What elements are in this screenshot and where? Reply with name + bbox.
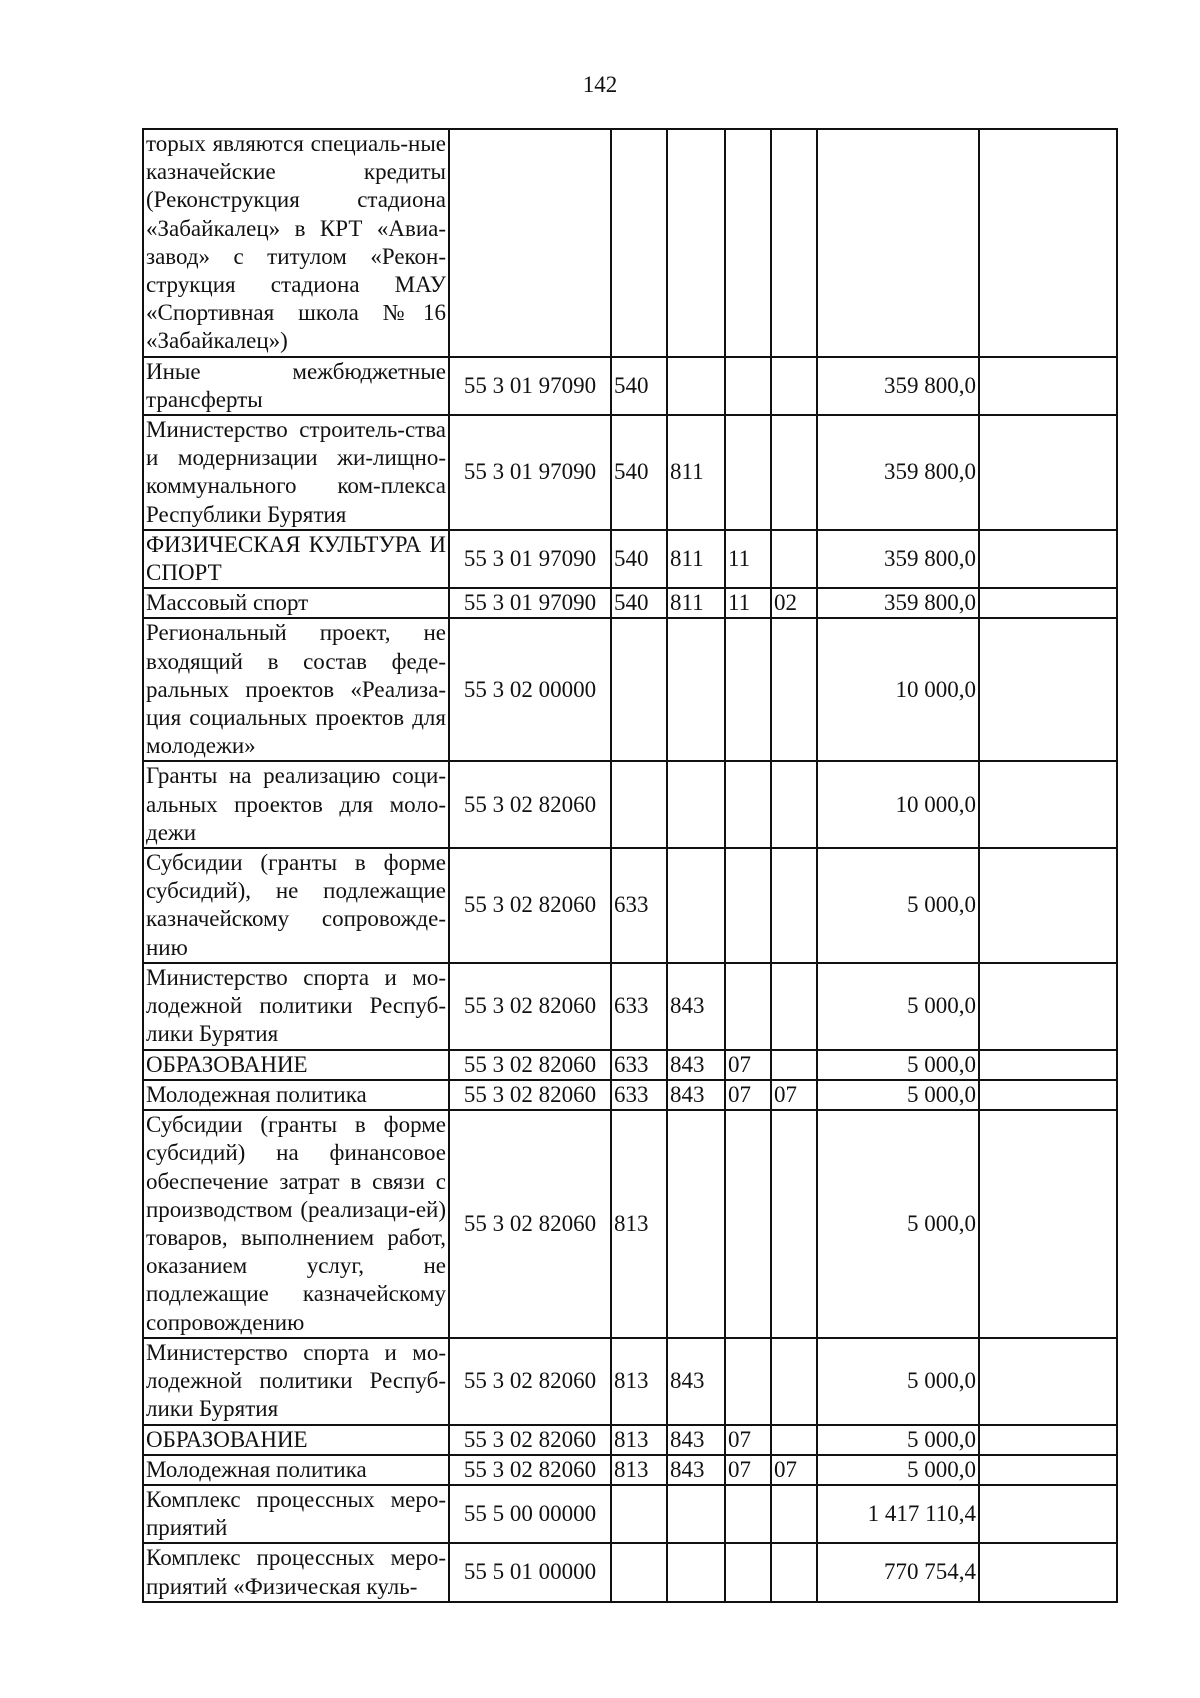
amount-cell: 10 000,0 [817, 761, 979, 848]
ministry-code-cell: 811 [667, 530, 725, 588]
extra-cell [979, 129, 1117, 357]
expense-type-cell: 633 [611, 848, 667, 963]
ministry-code-cell [667, 1543, 725, 1601]
subsection-cell [771, 1110, 817, 1338]
table-row [143, 761, 1117, 848]
subsection-cell [771, 1338, 817, 1425]
amount-cell: 359 800,0 [817, 530, 979, 588]
ministry-code-cell: 843 [667, 1080, 725, 1110]
extra-cell [979, 357, 1117, 415]
extra-cell [979, 1485, 1117, 1543]
amount-cell: 5 000,0 [817, 1425, 979, 1455]
target-article-cell: 55 3 01 97090 [449, 530, 611, 588]
ministry-code-cell [667, 848, 725, 963]
amount-cell: 5 000,0 [817, 848, 979, 963]
section-cell: 07 [725, 1425, 771, 1455]
table-row [143, 1455, 1117, 1485]
section-cell [725, 1110, 771, 1338]
extra-cell [979, 530, 1117, 588]
row-name-cell: Комплекс процессных меро-приятий «Физическая куль- [143, 1543, 449, 1601]
expense-type-cell: 813 [611, 1110, 667, 1338]
row-name-cell: Массовый спорт [143, 588, 449, 618]
row-name-cell: ОБРАЗОВАНИЕ [143, 1425, 449, 1455]
extra-cell [979, 1050, 1117, 1080]
target-article-cell: 55 3 02 82060 [449, 1455, 611, 1485]
amount-cell: 1 417 110,4 [817, 1485, 979, 1543]
table-row [143, 588, 1117, 618]
amount-cell: 5 000,0 [817, 963, 979, 1050]
section-cell: 07 [725, 1455, 771, 1485]
extra-cell [979, 415, 1117, 530]
expense-type-cell: 540 [611, 357, 667, 415]
subsection-cell [771, 1485, 817, 1543]
expense-type-cell: 813 [611, 1425, 667, 1455]
target-article-cell: 55 3 02 82060 [449, 1110, 611, 1338]
row-name-cell: Министерство спорта и мо-лодежной политики Респуб-лики Бурятия [143, 1338, 449, 1425]
expense-type-cell: 813 [611, 1338, 667, 1425]
extra-cell [979, 618, 1117, 761]
table-row [143, 1050, 1117, 1080]
section-cell [725, 129, 771, 357]
table-row [143, 1338, 1117, 1425]
subsection-cell [771, 1050, 817, 1080]
amount-cell: 5 000,0 [817, 1050, 979, 1080]
ministry-code-cell: 811 [667, 588, 725, 618]
table-row [143, 1110, 1117, 1338]
expense-type-cell: 633 [611, 963, 667, 1050]
subsection-cell [771, 357, 817, 415]
extra-cell [979, 1425, 1117, 1455]
ministry-code-cell: 843 [667, 1425, 725, 1455]
subsection-cell [771, 618, 817, 761]
row-name-cell: ОБРАЗОВАНИЕ [143, 1050, 449, 1080]
row-name-cell: ФИЗИЧЕСКАЯ КУЛЬТУРА И СПОРТ [143, 530, 449, 588]
section-cell [725, 618, 771, 761]
expense-type-cell: 540 [611, 415, 667, 530]
row-name-cell: Региональный проект, не входящий в состав феде-ральных проектов «Реализа-ция социальных проектов для молодежи» [143, 618, 449, 761]
extra-cell [979, 848, 1117, 963]
expense-type-cell: 633 [611, 1080, 667, 1110]
table-row [143, 1543, 1117, 1601]
subsection-cell [771, 530, 817, 588]
row-name-cell: Субсидии (гранты в форме субсидий) на финансовое обеспечение затрат в связи с производством (реализаци-ей) товаров, выполнением работ, оказанием услуг, не подлежащие казначейскому сопровождению [143, 1110, 449, 1338]
extra-cell [979, 1080, 1117, 1110]
subsection-cell [771, 129, 817, 357]
expense-type-cell: 540 [611, 588, 667, 618]
amount-cell [817, 129, 979, 357]
ministry-code-cell [667, 357, 725, 415]
ministry-code-cell: 843 [667, 1338, 725, 1425]
amount-cell: 5 000,0 [817, 1080, 979, 1110]
amount-cell: 359 800,0 [817, 357, 979, 415]
table-row [143, 1425, 1117, 1455]
table-row [143, 1080, 1117, 1110]
table-row [143, 1485, 1117, 1543]
row-name-cell: Комплекс процессных меро-приятий [143, 1485, 449, 1543]
subsection-cell: 07 [771, 1455, 817, 1485]
amount-cell: 5 000,0 [817, 1455, 979, 1485]
ministry-code-cell [667, 618, 725, 761]
row-name-cell: Министерство спорта и мо-лодежной политики Респуб-лики Бурятия [143, 963, 449, 1050]
row-name-cell: Гранты на реализацию соци-альных проектов для моло-дежи [143, 761, 449, 848]
section-cell: 11 [725, 588, 771, 618]
expense-type-cell [611, 618, 667, 761]
subsection-cell [771, 1543, 817, 1601]
table-row [143, 848, 1117, 963]
table-row [143, 530, 1117, 588]
target-article-cell: 55 3 01 97090 [449, 588, 611, 618]
target-article-cell: 55 3 02 82060 [449, 761, 611, 848]
row-name-cell: Иные межбюджетные трансферты [143, 357, 449, 415]
section-cell [725, 1338, 771, 1425]
amount-cell: 10 000,0 [817, 618, 979, 761]
section-cell [725, 761, 771, 848]
subsection-cell: 02 [771, 588, 817, 618]
budget-table [142, 128, 1118, 1603]
ministry-code-cell [667, 1110, 725, 1338]
subsection-cell [771, 415, 817, 530]
subsection-cell [771, 963, 817, 1050]
ministry-code-cell [667, 761, 725, 848]
expense-type-cell [611, 761, 667, 848]
subsection-cell: 07 [771, 1080, 817, 1110]
section-cell: 07 [725, 1080, 771, 1110]
section-cell [725, 1485, 771, 1543]
target-article-cell: 55 3 02 00000 [449, 618, 611, 761]
table-row [143, 618, 1117, 761]
expense-type-cell: 540 [611, 530, 667, 588]
table-body [143, 129, 1117, 1602]
section-cell [725, 1543, 771, 1601]
target-article-cell: 55 3 02 82060 [449, 1080, 611, 1110]
row-name-cell: Молодежная политика [143, 1080, 449, 1110]
expense-type-cell: 633 [611, 1050, 667, 1080]
extra-cell [979, 1338, 1117, 1425]
target-article-cell: 55 3 02 82060 [449, 1338, 611, 1425]
extra-cell [979, 588, 1117, 618]
amount-cell: 5 000,0 [817, 1110, 979, 1338]
extra-cell [979, 1455, 1117, 1485]
subsection-cell [771, 761, 817, 848]
expense-type-cell [611, 1543, 667, 1601]
ministry-code-cell: 843 [667, 1455, 725, 1485]
expense-type-cell [611, 1485, 667, 1543]
target-article-cell: 55 5 01 00000 [449, 1543, 611, 1601]
ministry-code-cell: 843 [667, 1050, 725, 1080]
expense-type-cell: 813 [611, 1455, 667, 1485]
amount-cell: 359 800,0 [817, 415, 979, 530]
extra-cell [979, 1110, 1117, 1338]
amount-cell: 359 800,0 [817, 588, 979, 618]
row-name-cell: торых являются специаль-ные казначейские кредиты (Реконструкция стадиона «Забайкалец» в КРТ «Авиа-завод» с титулом «Рекон-струкция стадиона МАУ «Спортивная школа №16 «Забайкалец») [143, 129, 449, 357]
amount-cell: 770 754,4 [817, 1543, 979, 1601]
row-name-cell: Молодежная политика [143, 1455, 449, 1485]
section-cell: 07 [725, 1050, 771, 1080]
expense-type-cell [611, 129, 667, 357]
ministry-code-cell: 811 [667, 415, 725, 530]
target-article-cell: 55 3 02 82060 [449, 1050, 611, 1080]
section-cell [725, 963, 771, 1050]
section-cell [725, 415, 771, 530]
extra-cell [979, 1543, 1117, 1601]
section-cell: 11 [725, 530, 771, 588]
target-article-cell: 55 3 02 82060 [449, 848, 611, 963]
table-row [143, 963, 1117, 1050]
row-name-cell: Министерство строитель-ства и модернизации жи-лищно-коммунального ком-плекса Республики Бурятия [143, 415, 449, 530]
ministry-code-cell [667, 1485, 725, 1543]
section-cell [725, 357, 771, 415]
ministry-code-cell [667, 129, 725, 357]
subsection-cell [771, 1425, 817, 1455]
amount-cell: 5 000,0 [817, 1338, 979, 1425]
ministry-code-cell: 843 [667, 963, 725, 1050]
target-article-cell: 55 5 00 00000 [449, 1485, 611, 1543]
target-article-cell: 55 3 01 97090 [449, 415, 611, 530]
row-name-cell: Субсидии (гранты в форме субсидий), не подлежащие казначейскому сопровожде-нию [143, 848, 449, 963]
target-article-cell: 55 3 02 82060 [449, 1425, 611, 1455]
extra-cell [979, 761, 1117, 848]
page-number: 142 [582, 72, 618, 97]
extra-cell [979, 963, 1117, 1050]
table-row [143, 357, 1117, 415]
table-row [143, 415, 1117, 530]
target-article-cell: 55 3 01 97090 [449, 357, 611, 415]
target-article-cell [449, 129, 611, 357]
table-row [143, 129, 1117, 357]
target-article-cell: 55 3 02 82060 [449, 963, 611, 1050]
section-cell [725, 848, 771, 963]
subsection-cell [771, 848, 817, 963]
